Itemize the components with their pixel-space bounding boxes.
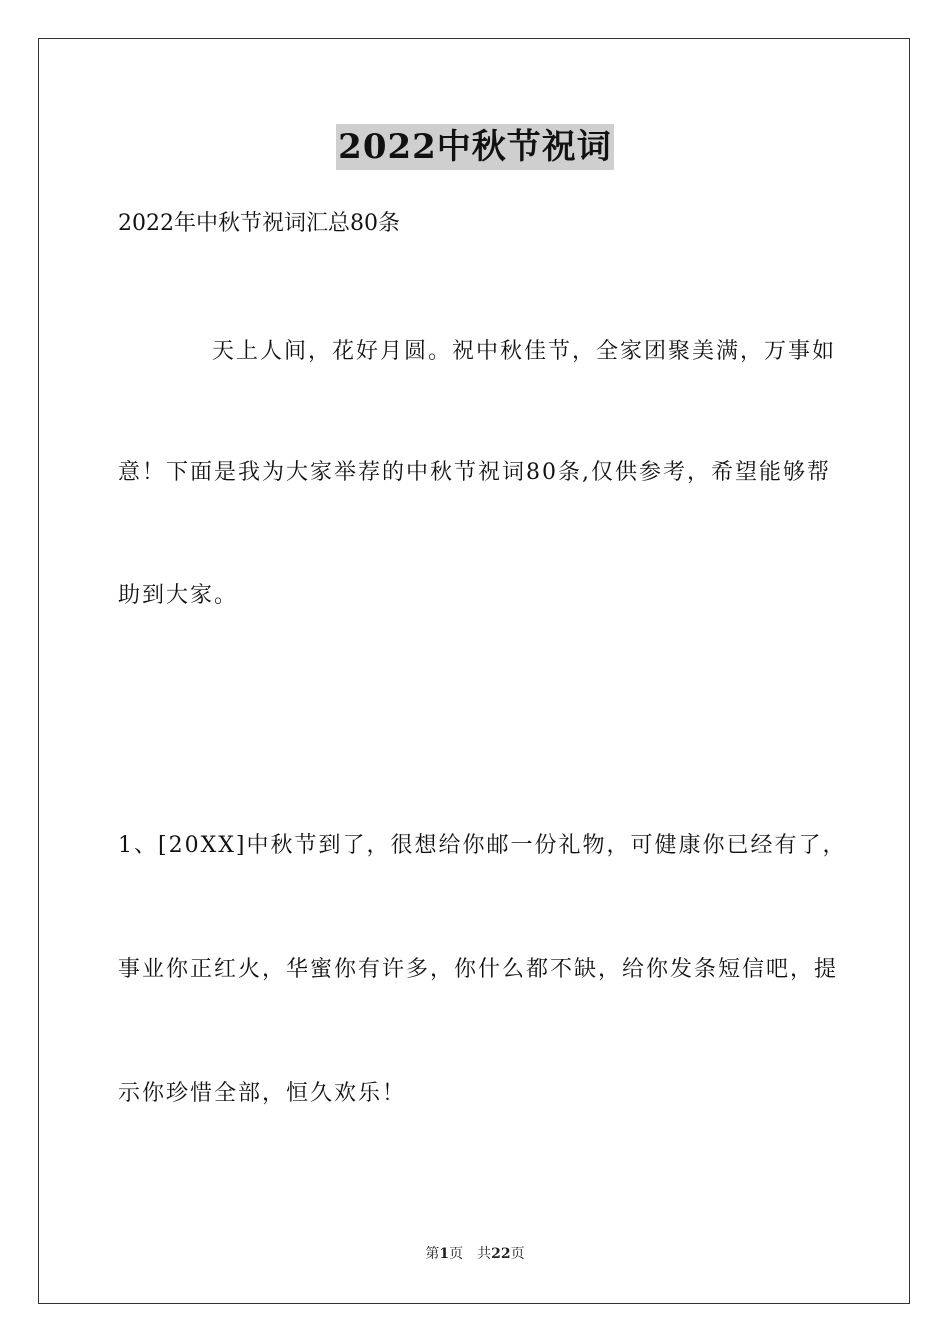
document-subtitle: 2022年中秋节祝词汇总80条 (118, 211, 400, 236)
paragraph-2-line-1: 1、[20XX]中秋节到了，很想给你邮一份礼物，可健康你已经有了， (118, 833, 847, 858)
footer-total-suffix: 页 (510, 1246, 525, 1262)
footer-total-prefix: 共 (477, 1246, 492, 1262)
page-footer (0, 1244, 950, 1264)
paragraph-1-line-1: 天上人间，花好月圆。祝中秋佳节，全家团聚美满，万事如 (212, 339, 837, 364)
paragraph-2-line-3: 示你珍惜全部，恒久欢乐！ (118, 1081, 407, 1106)
footer-page-prefix: 第 (425, 1246, 440, 1262)
footer-page-current: 1 (439, 1246, 450, 1262)
paragraph-2-line-2: 事业你正红火，华蜜你有许多，你什么都不缺，给你发条短信吧，提 (118, 957, 839, 982)
title-container (0, 124, 950, 170)
paragraph-1-line-3: 助到大家。 (118, 583, 239, 608)
document-title: 2022中秋节祝词 (336, 124, 614, 170)
footer-page-suffix: 页 (449, 1246, 464, 1262)
footer-page-total: 22 (491, 1246, 511, 1262)
paragraph-1-line-2: 意！下面是我为大家举荐的中秋节祝词80条,仅供参考，希望能够帮 (118, 460, 831, 485)
